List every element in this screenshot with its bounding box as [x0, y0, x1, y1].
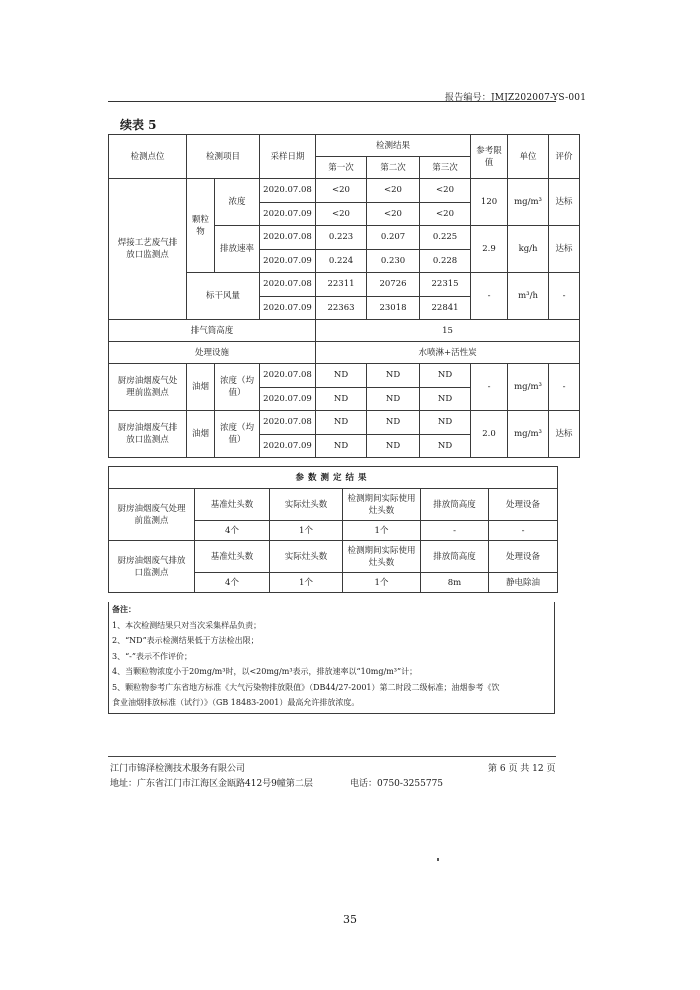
count-value: 4个 [195, 573, 270, 593]
welding-conc-v2: <20 [367, 179, 420, 203]
welding-rate-label: 排放速率 [215, 226, 260, 273]
count-header-equipment: 处理设备 [489, 489, 558, 521]
note-item: 2、“ND”表示检测结果低于方法检出限； [112, 636, 259, 645]
continued-table-label: 续表 5 [120, 118, 157, 132]
welding-flow-unit: m³/h [508, 273, 549, 320]
parameter-table [108, 466, 558, 593]
notes-section [108, 602, 555, 714]
results-table [108, 134, 580, 458]
notes-title: 备注： [112, 604, 136, 614]
kitchen-before-v3: ND [420, 387, 471, 411]
header-limit: 参考限值 [471, 135, 508, 179]
welding-rate-eval: 达标 [549, 226, 580, 273]
kitchen-before-v2: ND [367, 364, 420, 388]
welding-conc-label: 浓度 [215, 179, 260, 226]
count-value: 1个 [343, 521, 421, 541]
kitchen-outlet-date: 2020.07.09 [260, 434, 316, 458]
welding-rate-v2: 0.207 [367, 226, 420, 250]
kitchen-outlet-v2: ND [367, 411, 420, 435]
header-results: 检测结果 [316, 135, 471, 157]
kitchen-outlet-limit: 2.0 [471, 411, 508, 458]
welding-rate-v1: 0.223 [316, 226, 367, 250]
footer-phone: 电话：0750-3255775 [350, 779, 444, 789]
welding-point: 焊接工艺废气排放口监测点 [109, 179, 187, 320]
note-item: 4、当颗粒物浓度小于20mg/m³时，以<20mg/m³表示，排放速率以“10mg/m³”计； [112, 667, 418, 676]
welding-rate-v3: 0.225 [420, 226, 471, 250]
kitchen-before-date: 2020.07.09 [260, 387, 316, 411]
kitchen-outlet-v1: ND [316, 411, 367, 435]
welding-rate-v2: 0.230 [367, 249, 420, 273]
kitchen-outlet-date: 2020.07.08 [260, 411, 316, 435]
count-value: 静电除油 [489, 573, 558, 593]
facility-label: 处理设施 [109, 342, 316, 364]
kitchen-before-v1: ND [316, 364, 367, 388]
count-value: 8m [421, 573, 489, 593]
header-rule [108, 101, 556, 102]
welding-conc-unit: mg/m³ [508, 179, 549, 226]
welding-rate-date: 2020.07.08 [260, 226, 316, 250]
welding-rate-v3: 0.228 [420, 249, 471, 273]
footer-rule [108, 756, 556, 757]
kitchen-before-v1: ND [316, 387, 367, 411]
count-value: 1个 [343, 573, 421, 593]
kitchen-outlet-v1: ND [316, 434, 367, 458]
welding-flow-v1: 22363 [316, 296, 367, 320]
header-point: 检测点位 [109, 135, 187, 179]
welding-rate-date: 2020.07.09 [260, 249, 316, 273]
welding-flow-v2: 20726 [367, 273, 420, 297]
kitchen-before-pollutant: 油烟 [187, 364, 215, 411]
kitchen-before-point: 厨房油烟废气处理前监测点 [109, 364, 187, 411]
kitchen-before-limit: - [471, 364, 508, 411]
header-item: 检测项目 [187, 135, 260, 179]
header-date: 采样日期 [260, 135, 316, 179]
kitchen-outlet-point: 厨房油烟废气排放口监测点 [109, 411, 187, 458]
count-row-point: 厨房油烟废气处理前监测点 [109, 489, 195, 541]
welding-flow-limit: - [471, 273, 508, 320]
kitchen-before-date: 2020.07.08 [260, 364, 316, 388]
welding-pollutant: 颗粒物 [187, 179, 215, 273]
kitchen-outlet-unit: mg/m³ [508, 411, 549, 458]
kitchen-before-param: 浓度（均值） [215, 364, 260, 411]
count-header-stack-height: 排放筒高度 [421, 489, 489, 521]
kitchen-outlet-pollutant: 油烟 [187, 411, 215, 458]
count-header-actual-stoves: 实际灶头数 [270, 541, 343, 573]
count-header-used-stoves: 检测期间实际使用灶头数 [343, 541, 421, 573]
count-header-base-stoves: 基准灶头数 [195, 489, 270, 521]
kitchen-outlet-eval: 达标 [549, 411, 580, 458]
welding-conc-v3: <20 [420, 179, 471, 203]
stack-height-value: 15 [316, 320, 580, 342]
header-unit: 单位 [508, 135, 549, 179]
welding-conc-date: 2020.07.09 [260, 202, 316, 226]
footer-address: 地址：广东省江门市江海区金瓯路412号9幢第二层 [110, 779, 313, 789]
welding-conc-v3: <20 [420, 202, 471, 226]
header-evaluation: 评价 [549, 135, 580, 179]
welding-conc-limit: 120 [471, 179, 508, 226]
count-value: 1个 [270, 521, 343, 541]
note-item: 食业油烟排放标准（试行）》（GB 18483-2001）最高允许排放浓度。 [112, 698, 360, 707]
page-number: 35 [343, 913, 357, 926]
header-first: 第一次 [316, 157, 367, 179]
count-header-stack-height: 排放筒高度 [421, 541, 489, 573]
footer-page-info: 第 6 页 共 12 页 [488, 764, 556, 774]
header-second: 第二次 [367, 157, 420, 179]
count-header-base-stoves: 基准灶头数 [195, 541, 270, 573]
count-header-used-stoves: 检测期间实际使用灶头数 [343, 489, 421, 521]
kitchen-before-v3: ND [420, 364, 471, 388]
footer-company: 江门市锦泽检测技术服务有限公司 [110, 764, 246, 774]
kitchen-before-unit: mg/m³ [508, 364, 549, 411]
kitchen-before-eval: - [549, 364, 580, 411]
count-value: - [489, 521, 558, 541]
kitchen-outlet-v3: ND [420, 411, 471, 435]
parameter-table-title: 参数测定结果 [109, 467, 558, 489]
welding-flow-v2: 23018 [367, 296, 420, 320]
scan-speck [437, 858, 439, 861]
count-header-equipment: 处理设备 [489, 541, 558, 573]
welding-flow-label: 标干风量 [187, 273, 260, 320]
kitchen-outlet-v2: ND [367, 434, 420, 458]
count-value: - [421, 521, 489, 541]
count-row-point: 厨房油烟废气排放口监测点 [109, 541, 195, 593]
welding-conc-v2: <20 [367, 202, 420, 226]
stack-height-label: 排气筒高度 [109, 320, 316, 342]
report-number: 报告编号：JMJZ202007-YS-001 [445, 93, 587, 103]
welding-rate-v1: 0.224 [316, 249, 367, 273]
note-item: 5、颗粒物参考广东省地方标准《大气污染物排放限值》（DB44/27-2001）第二时段二级标准；油烟参考《饮 [112, 682, 500, 692]
count-header-actual-stoves: 实际灶头数 [270, 489, 343, 521]
count-value: 4个 [195, 521, 270, 541]
welding-flow-date: 2020.07.08 [260, 273, 316, 297]
facility-value: 水喷淋+活性炭 [316, 342, 580, 364]
note-item: 1、本次检测结果只对当次采集样品负责； [112, 620, 262, 630]
welding-flow-v3: 22841 [420, 296, 471, 320]
welding-flow-v1: 22311 [316, 273, 367, 297]
welding-flow-v3: 22315 [420, 273, 471, 297]
welding-rate-limit: 2.9 [471, 226, 508, 273]
welding-conc-v1: <20 [316, 179, 367, 203]
kitchen-before-v2: ND [367, 387, 420, 411]
welding-rate-unit: kg/h [508, 226, 549, 273]
welding-conc-v1: <20 [316, 202, 367, 226]
kitchen-outlet-param: 浓度（均值） [215, 411, 260, 458]
welding-conc-eval: 达标 [549, 179, 580, 226]
kitchen-outlet-v3: ND [420, 434, 471, 458]
welding-conc-date: 2020.07.08 [260, 179, 316, 203]
count-value: 1个 [270, 573, 343, 593]
welding-flow-date: 2020.07.09 [260, 296, 316, 320]
welding-flow-eval: - [549, 273, 580, 320]
header-third: 第三次 [420, 157, 471, 179]
note-item: 3、“-”表示不作评价； [112, 651, 192, 661]
